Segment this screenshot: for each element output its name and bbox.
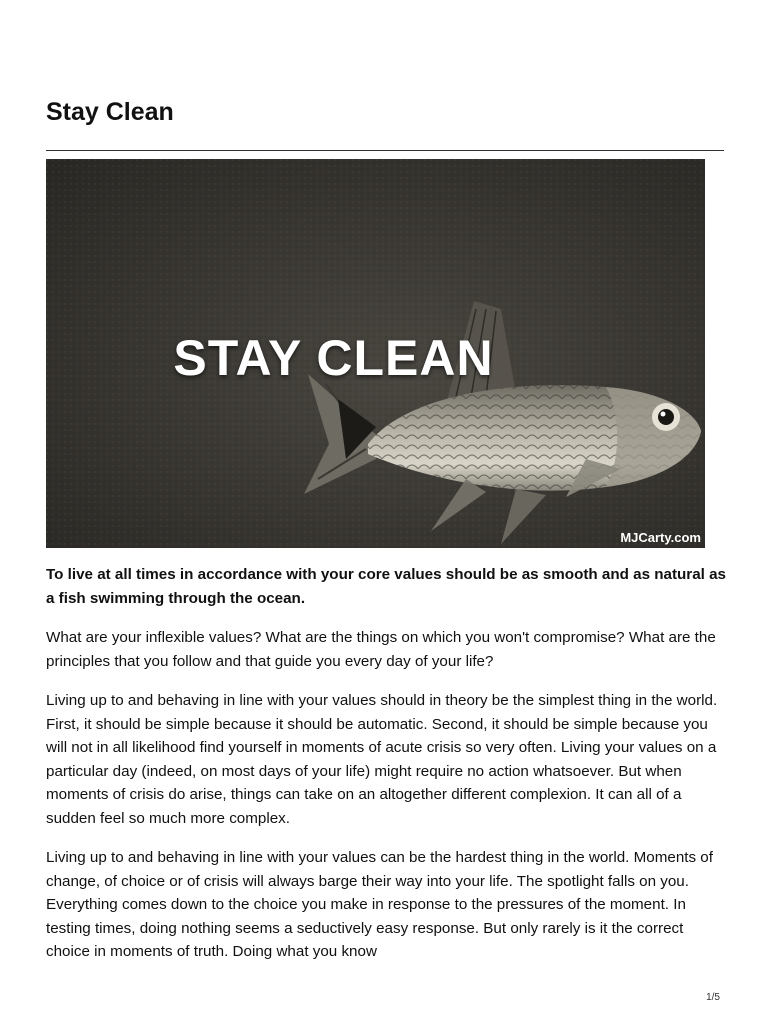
body-paragraph: Living up to and behaving in line with your values can be the hardest thing in the world. Moments of change, of choice or of crisis will always barge their way into your life. The spotlight falls on you. Everything comes down to the choice you make in response to the pressures of the moment. In testing times, doing nothing seems a seductively easy response. But only rarely is it the correct choice in moments of truth. Doing what you know bbox=[46, 849, 713, 960]
hero-watermark: MJCarty.com bbox=[620, 530, 701, 545]
body-paragraph: Living up to and behaving in line with your values should in theory be the simplest thing in the world. First, it should be simple because it should be automatic. Second, it should be simple because you will not in all likelihood find yourself in moments of acute crisis so very often. Living your values on a particular day (indeed, on most days of your life) might require no action whatsoever. But when moments of crisis do arise, things can take on an altogether different complexion. It can all of a sudden feel so much more complex. bbox=[46, 692, 718, 827]
hero-image bbox=[46, 159, 705, 548]
page-number: 1/5 bbox=[706, 992, 720, 1003]
hero-headline: STAY CLEAN bbox=[173, 330, 494, 386]
article-body bbox=[46, 563, 726, 980]
page-title: Stay Clean bbox=[46, 98, 174, 126]
body-paragraph: What are your inflexible values? What are the things on which you won't compromise? What are the principles that you follow and that guide you every day of your life? bbox=[46, 629, 716, 670]
title-divider bbox=[46, 150, 724, 151]
lead-paragraph: To live at all times in accordance with your core values should be as smooth and as natural as a fish swimming through the ocean. bbox=[46, 566, 726, 607]
